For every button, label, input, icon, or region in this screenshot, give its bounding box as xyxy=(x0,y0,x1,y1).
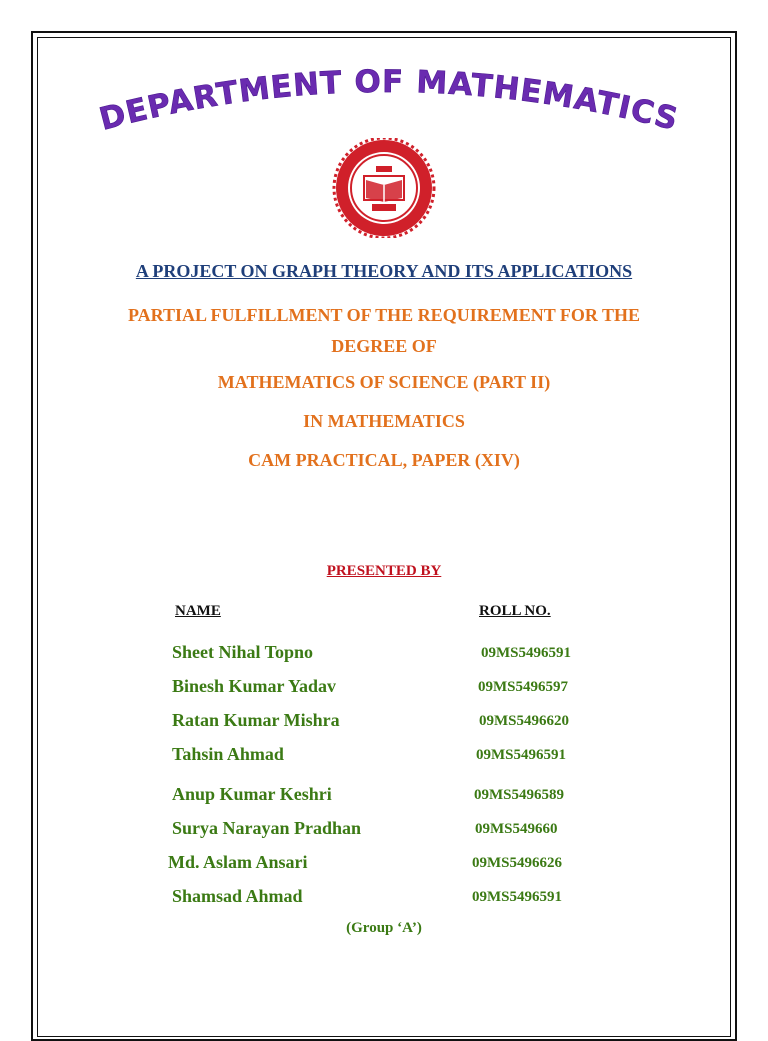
member-name: Surya Narayan Pradhan xyxy=(172,818,362,838)
member-name: Tahsin Ahmad xyxy=(172,744,284,764)
presented-by-heading: PRESENTED BY xyxy=(326,563,442,579)
project-line-5: CAM PRACTICAL, PAPER (XIV) xyxy=(248,450,520,470)
member-name: Sheet Nihal Topno xyxy=(172,642,314,662)
university-seal-icon xyxy=(332,138,436,238)
project-line-2: DEGREE OF xyxy=(331,336,437,356)
member-roll: 09MS5496591 xyxy=(472,889,562,905)
project-line-1: PARTIAL FULFILLMENT OF THE REQUIREMENT FOR THE xyxy=(127,305,641,325)
member-name: Shamsad Ahmad xyxy=(172,886,303,906)
project-line-4: IN MATHEMATICS xyxy=(303,411,465,431)
member-name: Anup Kumar Keshri xyxy=(172,784,332,804)
member-name: Binesh Kumar Yadav xyxy=(172,676,337,696)
department-title-text: DEPARTMENT OF MATHEMATICS xyxy=(95,63,683,138)
member-roll: 09MS549660 xyxy=(475,821,558,837)
svg-text:DEPARTMENT OF MATHEMATICS xyxy=(96,64,682,138)
member-roll: 09MS5496597 xyxy=(478,679,568,695)
group-label: (Group ‘A’) xyxy=(346,920,422,936)
member-roll: 09MS5496591 xyxy=(481,645,571,661)
project-line-3: MATHEMATICS OF SCIENCE (PART II) xyxy=(217,372,551,392)
project-title: A PROJECT ON GRAPH THEORY AND ITS APPLICATIONS xyxy=(135,261,633,281)
member-roll: 09MS5496620 xyxy=(479,713,569,729)
member-name: Md. Aslam Ansari xyxy=(168,852,308,872)
member-name: Ratan Kumar Mishra xyxy=(172,710,340,730)
roll-column-header: ROLL NO. xyxy=(479,603,551,619)
name-column-header: NAME xyxy=(175,603,221,619)
member-roll: 09MS5496589 xyxy=(474,787,564,803)
member-roll: 09MS5496591 xyxy=(476,747,566,763)
member-roll: 09MS5496626 xyxy=(472,855,562,871)
